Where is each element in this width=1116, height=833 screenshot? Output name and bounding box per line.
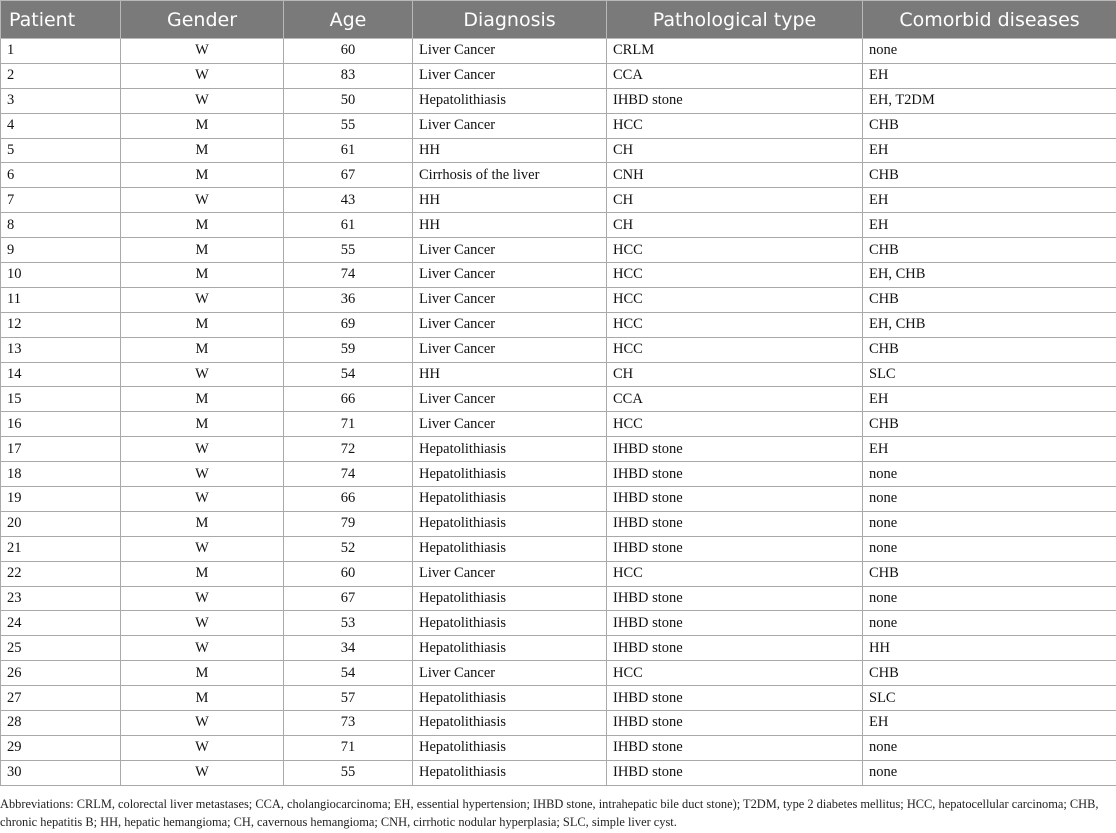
- gender-cell: W: [121, 39, 284, 64]
- gender-cell: M: [121, 213, 284, 238]
- gender-cell: W: [121, 586, 284, 611]
- pathological-type-cell: IHBD stone: [607, 536, 863, 561]
- gender-cell: M: [121, 238, 284, 263]
- diagnosis-cell: Liver Cancer: [413, 113, 607, 138]
- age-cell: 83: [284, 63, 413, 88]
- diagnosis-cell: Liver Cancer: [413, 561, 607, 586]
- pathological-type-cell: IHBD stone: [607, 735, 863, 760]
- table-row: [1, 63, 1116, 88]
- table-row: [1, 561, 1116, 586]
- diagnosis-cell: Hepatolithiasis: [413, 735, 607, 760]
- table-row: [1, 113, 1116, 138]
- patient-cell: 19: [1, 487, 121, 512]
- pathological-type-cell: CH: [607, 362, 863, 387]
- comorbid-diseases-cell: EH: [863, 387, 1116, 412]
- gender-cell: W: [121, 487, 284, 512]
- age-cell: 53: [284, 611, 413, 636]
- patient-cell: 7: [1, 188, 121, 213]
- age-cell: 74: [284, 462, 413, 487]
- pathological-type-cell: CCA: [607, 63, 863, 88]
- comorbid-diseases-cell: none: [863, 487, 1116, 512]
- patient-cell: 2: [1, 63, 121, 88]
- patient-cell: 9: [1, 238, 121, 263]
- diagnosis-cell: Liver Cancer: [413, 312, 607, 337]
- patient-cell: 8: [1, 213, 121, 238]
- gender-cell: M: [121, 163, 284, 188]
- comorbid-diseases-cell: CHB: [863, 661, 1116, 686]
- pathological-type-cell: IHBD stone: [607, 511, 863, 536]
- header-gender: Gender: [121, 1, 284, 39]
- diagnosis-cell: Hepatolithiasis: [413, 711, 607, 736]
- table-row: [1, 362, 1116, 387]
- pathological-type-cell: HCC: [607, 312, 863, 337]
- pathological-type-cell: IHBD stone: [607, 88, 863, 113]
- pathological-type-cell: IHBD stone: [607, 711, 863, 736]
- table-row: [1, 39, 1116, 64]
- table-footnote: Abbreviations: CRLM, colorectal liver metastases; CCA, cholangiocarcinoma; EH, essential hypertension; IHBD stone, intrahepatic bile duct stone); T2DM, type 2 diabetes mellitus; HCC, hepatocellular carcinoma; CHB, chronic hepatitis B; HH, hepatic hemangioma; CH, cavernous hemangioma; CNH, cirrhotic nodular hyperplasia; SLC, simple liver cyst.: [0, 797, 1099, 829]
- gender-cell: M: [121, 561, 284, 586]
- gender-cell: W: [121, 536, 284, 561]
- patient-cell: 16: [1, 412, 121, 437]
- header-comorbid-diseases: Comorbid diseases: [863, 1, 1116, 39]
- age-cell: 60: [284, 39, 413, 64]
- age-cell: 57: [284, 686, 413, 711]
- gender-cell: W: [121, 362, 284, 387]
- table-row: [1, 287, 1116, 312]
- gender-cell: W: [121, 287, 284, 312]
- gender-cell: M: [121, 387, 284, 412]
- patient-cell: 29: [1, 735, 121, 760]
- age-cell: 54: [284, 362, 413, 387]
- diagnosis-cell: Hepatolithiasis: [413, 88, 607, 113]
- comorbid-diseases-cell: CHB: [863, 287, 1116, 312]
- comorbid-diseases-cell: none: [863, 39, 1116, 64]
- diagnosis-cell: HH: [413, 188, 607, 213]
- table-row: [1, 188, 1116, 213]
- pathological-type-cell: HCC: [607, 661, 863, 686]
- comorbid-diseases-cell: none: [863, 536, 1116, 561]
- table-row: [1, 437, 1116, 462]
- age-cell: 60: [284, 561, 413, 586]
- patient-cell: 27: [1, 686, 121, 711]
- comorbid-diseases-cell: none: [863, 586, 1116, 611]
- pathological-type-cell: IHBD stone: [607, 586, 863, 611]
- pathological-type-cell: IHBD stone: [607, 636, 863, 661]
- patient-cell: 17: [1, 437, 121, 462]
- patient-cell: 13: [1, 337, 121, 362]
- comorbid-diseases-cell: EH: [863, 138, 1116, 163]
- gender-cell: M: [121, 337, 284, 362]
- comorbid-diseases-cell: CHB: [863, 337, 1116, 362]
- diagnosis-cell: Hepatolithiasis: [413, 536, 607, 561]
- diagnosis-cell: Liver Cancer: [413, 63, 607, 88]
- diagnosis-cell: Liver Cancer: [413, 661, 607, 686]
- pathological-type-cell: HCC: [607, 113, 863, 138]
- comorbid-diseases-cell: SLC: [863, 686, 1116, 711]
- age-cell: 71: [284, 735, 413, 760]
- patient-cell: 24: [1, 611, 121, 636]
- table-row: [1, 487, 1116, 512]
- table-row: [1, 611, 1116, 636]
- comorbid-diseases-cell: EH, T2DM: [863, 88, 1116, 113]
- gender-cell: W: [121, 462, 284, 487]
- age-cell: 66: [284, 487, 413, 512]
- diagnosis-cell: Hepatolithiasis: [413, 636, 607, 661]
- gender-cell: M: [121, 412, 284, 437]
- comorbid-diseases-cell: CHB: [863, 113, 1116, 138]
- patient-cell: 12: [1, 312, 121, 337]
- table-row: [1, 238, 1116, 263]
- pathological-type-cell: IHBD stone: [607, 760, 863, 785]
- diagnosis-cell: Hepatolithiasis: [413, 511, 607, 536]
- gender-cell: W: [121, 760, 284, 785]
- table-row: [1, 511, 1116, 536]
- comorbid-diseases-cell: EH, CHB: [863, 263, 1116, 288]
- comorbid-diseases-cell: EH, CHB: [863, 312, 1116, 337]
- pathological-type-cell: CH: [607, 188, 863, 213]
- patient-cell: 25: [1, 636, 121, 661]
- diagnosis-cell: Liver Cancer: [413, 238, 607, 263]
- table-row: [1, 163, 1116, 188]
- table-row: [1, 586, 1116, 611]
- patient-cell: 21: [1, 536, 121, 561]
- age-cell: 72: [284, 437, 413, 462]
- diagnosis-cell: Hepatolithiasis: [413, 487, 607, 512]
- diagnosis-cell: Liver Cancer: [413, 387, 607, 412]
- gender-cell: M: [121, 263, 284, 288]
- gender-cell: W: [121, 735, 284, 760]
- comorbid-diseases-cell: EH: [863, 63, 1116, 88]
- age-cell: 59: [284, 337, 413, 362]
- patient-cell: 10: [1, 263, 121, 288]
- diagnosis-cell: Liver Cancer: [413, 337, 607, 362]
- age-cell: 54: [284, 661, 413, 686]
- comorbid-diseases-cell: none: [863, 511, 1116, 536]
- patient-cell: 23: [1, 586, 121, 611]
- table-row: [1, 462, 1116, 487]
- patient-cell: 11: [1, 287, 121, 312]
- diagnosis-cell: HH: [413, 213, 607, 238]
- gender-cell: W: [121, 63, 284, 88]
- pathological-type-cell: HCC: [607, 412, 863, 437]
- patient-cell: 28: [1, 711, 121, 736]
- pathological-type-cell: HCC: [607, 561, 863, 586]
- patient-cell: 20: [1, 511, 121, 536]
- age-cell: 73: [284, 711, 413, 736]
- pathological-type-cell: IHBD stone: [607, 686, 863, 711]
- age-cell: 52: [284, 536, 413, 561]
- comorbid-diseases-cell: EH: [863, 711, 1116, 736]
- gender-cell: W: [121, 611, 284, 636]
- age-cell: 67: [284, 586, 413, 611]
- pathological-type-cell: IHBD stone: [607, 437, 863, 462]
- age-cell: 55: [284, 113, 413, 138]
- table-row: [1, 337, 1116, 362]
- age-cell: 66: [284, 387, 413, 412]
- diagnosis-cell: Hepatolithiasis: [413, 437, 607, 462]
- comorbid-diseases-cell: CHB: [863, 561, 1116, 586]
- diagnosis-cell: Hepatolithiasis: [413, 586, 607, 611]
- comorbid-diseases-cell: CHB: [863, 163, 1116, 188]
- age-cell: 67: [284, 163, 413, 188]
- age-cell: 50: [284, 88, 413, 113]
- table-row: [1, 263, 1116, 288]
- table-row: [1, 661, 1116, 686]
- table-row: [1, 711, 1116, 736]
- table-row: [1, 412, 1116, 437]
- age-cell: 71: [284, 412, 413, 437]
- pathological-type-cell: IHBD stone: [607, 462, 863, 487]
- gender-cell: W: [121, 88, 284, 113]
- pathological-type-cell: CRLM: [607, 39, 863, 64]
- pathological-type-cell: CCA: [607, 387, 863, 412]
- age-cell: 55: [284, 238, 413, 263]
- age-cell: 43: [284, 188, 413, 213]
- patient-cell: 3: [1, 88, 121, 113]
- patient-cell: 14: [1, 362, 121, 387]
- age-cell: 55: [284, 760, 413, 785]
- gender-cell: M: [121, 511, 284, 536]
- table-row: [1, 213, 1116, 238]
- gender-cell: W: [121, 437, 284, 462]
- patient-cell: 30: [1, 760, 121, 785]
- pathological-type-cell: HCC: [607, 287, 863, 312]
- pathological-type-cell: IHBD stone: [607, 487, 863, 512]
- header-age: Age: [284, 1, 413, 39]
- age-cell: 34: [284, 636, 413, 661]
- comorbid-diseases-cell: none: [863, 760, 1116, 785]
- comorbid-diseases-cell: EH: [863, 188, 1116, 213]
- pathological-type-cell: CNH: [607, 163, 863, 188]
- comorbid-diseases-cell: EH: [863, 213, 1116, 238]
- table-header-row: [1, 1, 1116, 39]
- age-cell: 79: [284, 511, 413, 536]
- patient-cell: 6: [1, 163, 121, 188]
- age-cell: 61: [284, 213, 413, 238]
- table-row: [1, 735, 1116, 760]
- gender-cell: M: [121, 138, 284, 163]
- comorbid-diseases-cell: HH: [863, 636, 1116, 661]
- diagnosis-cell: Liver Cancer: [413, 39, 607, 64]
- table-row: [1, 536, 1116, 561]
- table-row: [1, 686, 1116, 711]
- patient-cell: 22: [1, 561, 121, 586]
- age-cell: 61: [284, 138, 413, 163]
- comorbid-diseases-cell: CHB: [863, 412, 1116, 437]
- age-cell: 36: [284, 287, 413, 312]
- comorbid-diseases-cell: none: [863, 735, 1116, 760]
- header-patient: Patient: [1, 1, 121, 39]
- gender-cell: W: [121, 188, 284, 213]
- diagnosis-cell: HH: [413, 362, 607, 387]
- table-row: [1, 636, 1116, 661]
- diagnosis-cell: Hepatolithiasis: [413, 760, 607, 785]
- pathological-type-cell: HCC: [607, 337, 863, 362]
- diagnosis-cell: Hepatolithiasis: [413, 462, 607, 487]
- patient-cell: 1: [1, 39, 121, 64]
- diagnosis-cell: Liver Cancer: [413, 263, 607, 288]
- table-row: [1, 138, 1116, 163]
- comorbid-diseases-cell: none: [863, 611, 1116, 636]
- gender-cell: M: [121, 686, 284, 711]
- header-diagnosis: Diagnosis: [413, 1, 607, 39]
- diagnosis-cell: Hepatolithiasis: [413, 686, 607, 711]
- pathological-type-cell: HCC: [607, 263, 863, 288]
- patient-cell: 5: [1, 138, 121, 163]
- patient-cell: 18: [1, 462, 121, 487]
- gender-cell: M: [121, 312, 284, 337]
- table-row: [1, 312, 1116, 337]
- comorbid-diseases-cell: SLC: [863, 362, 1116, 387]
- diagnosis-cell: HH: [413, 138, 607, 163]
- diagnosis-cell: Liver Cancer: [413, 412, 607, 437]
- pathological-type-cell: CH: [607, 213, 863, 238]
- gender-cell: M: [121, 661, 284, 686]
- pathological-type-cell: CH: [607, 138, 863, 163]
- diagnosis-cell: Cirrhosis of the liver: [413, 163, 607, 188]
- table-row: [1, 88, 1116, 113]
- gender-cell: W: [121, 711, 284, 736]
- age-cell: 74: [284, 263, 413, 288]
- gender-cell: M: [121, 113, 284, 138]
- age-cell: 69: [284, 312, 413, 337]
- diagnosis-cell: Hepatolithiasis: [413, 611, 607, 636]
- pathological-type-cell: HCC: [607, 238, 863, 263]
- gender-cell: W: [121, 636, 284, 661]
- comorbid-diseases-cell: CHB: [863, 238, 1116, 263]
- comorbid-diseases-cell: none: [863, 462, 1116, 487]
- comorbid-diseases-cell: EH: [863, 437, 1116, 462]
- table-row: [1, 760, 1116, 785]
- patient-cell: 26: [1, 661, 121, 686]
- patient-cell: 4: [1, 113, 121, 138]
- patient-cell: 15: [1, 387, 121, 412]
- header-pathological-type: Pathological type: [607, 1, 863, 39]
- diagnosis-cell: Liver Cancer: [413, 287, 607, 312]
- table-row: [1, 387, 1116, 412]
- pathological-type-cell: IHBD stone: [607, 611, 863, 636]
